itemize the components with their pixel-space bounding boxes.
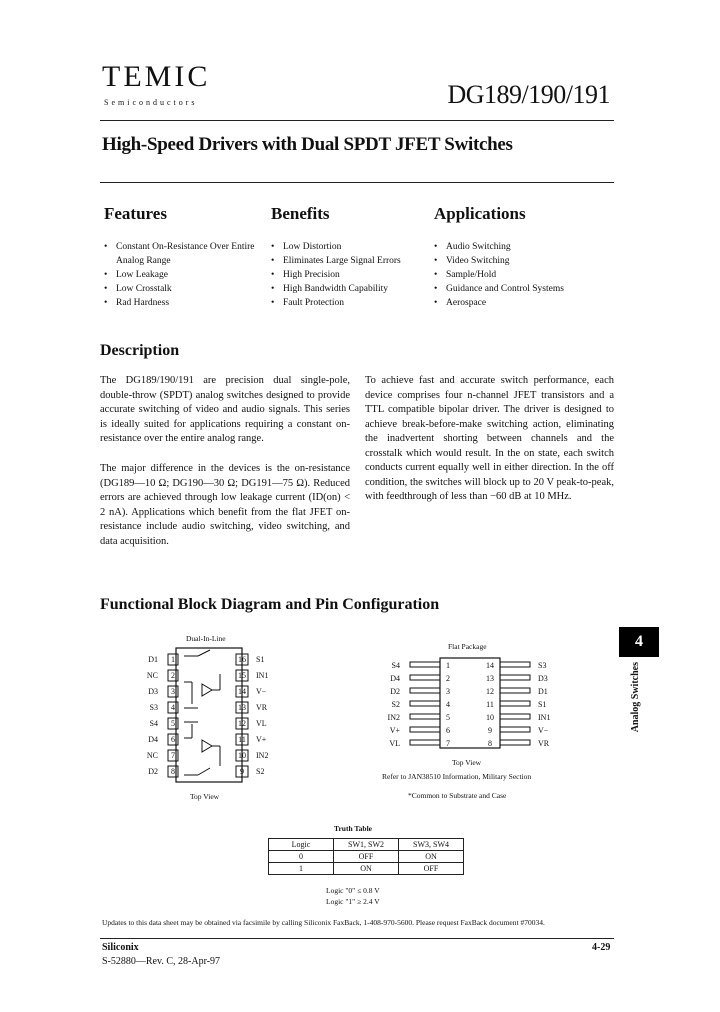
flat-pin-lead [500,701,530,706]
flat-pin-label: S2 [391,700,400,709]
flat-pin-number: 8 [488,739,492,748]
dip-pin-number: 12 [238,719,246,728]
truth-table [268,838,464,875]
flat-pin-number: 3 [446,687,450,696]
flat-pin-lead [410,675,440,680]
dip-pin-number: 3 [171,687,175,696]
applications-heading: Applications [434,204,526,223]
table-cell: OFF [334,851,399,863]
flat-pin-label: V− [538,726,549,735]
dip-pin-number: 15 [238,671,246,680]
table-cell: ON [334,863,399,875]
list-item: • High Precision [271,268,426,282]
description-paragraph-3: To achieve fast and accurate switch performance, each device comprises four n-channel JFET transistors and a TTL compatible bipolar driver. The driver is designed to achieve break-before-make switching action, eliminating the inadvertent shorting between channels and the crosstalk which would result. In the on state, each switch conducts current equally well in either direction. In the off condition, the switches will block up to 20 V peak-to-peak, with feedthrough of less than −60 dB at 10 MHz. [365,375,614,502]
flat-pin-number: 4 [446,700,450,709]
dip-pin-number: 5 [171,719,175,728]
flat-pin-label: S4 [391,661,400,670]
dip-pin-label: VR [256,703,268,712]
footer-doc-number: S-52880—Rev. C, 28-Apr-97 [102,956,221,967]
dip-pin-number: 8 [171,767,175,776]
company-logo: TEMIC [102,60,211,93]
dip-pin-number: 16 [238,655,246,664]
description-paragraph-2: The major difference in the devices is the on-resistance (DG189—10 Ω; DG190—30 Ω; DG191—75 Ω). Reduced errors are achieved through low leakage current (ID(on) < 2 nA). Applications which benefit from the flat JFET on-resistance include audio switching, video switching, and data acquisition. [100,463,350,547]
list-item: • Sample/Hold [434,268,614,282]
flat-pin-label: IN2 [387,713,400,722]
flat-pin-label: VL [389,739,400,748]
dip-diagram [140,644,280,790]
dip-pin-number: 9 [240,767,244,776]
dip-top-view: Top View [190,792,220,801]
flat-pin-number: 9 [488,726,492,735]
dip-pin-label: D1 [148,655,158,664]
dip-pin-label: NC [146,671,158,680]
list-item: • Eliminates Large Signal Errors [271,254,426,268]
flat-pin-label: D2 [390,687,400,696]
dip-label: Dual-In-Line [186,634,226,643]
list-item: • Fault Protection [271,296,426,310]
list-item: • Low Distortion [271,240,426,254]
list-item: • Low Leakage [104,268,264,282]
military-note: Refer to JAN38510 Information, Military Section [382,772,532,781]
logic-1-note: Logic "1" ≥ 2.4 V [326,897,380,906]
table-row [269,863,464,875]
benefits-list [271,240,426,310]
dip-pin-label: D2 [148,767,158,776]
flat-pin-lead [500,727,530,732]
applications-list [434,240,614,310]
list-item: • Constant On-Resistance Over Entire Analog Range [104,240,264,268]
features-list [104,240,264,310]
list-item: • Guidance and Control Systems [434,282,614,296]
dip-pin-label: VL [256,719,267,728]
flat-pin-label: V+ [389,726,400,735]
dip-pin-number: 6 [171,735,175,744]
flat-pin-label: S1 [538,700,547,709]
list-item: • Aerospace [434,296,614,310]
dip-pin-label: V+ [256,735,267,744]
dip-pin-number: 11 [238,735,246,744]
table-header: SW3, SW4 [399,839,464,851]
dip-pin-label: S4 [149,719,158,728]
flat-pin-lead [410,714,440,719]
benefits-heading: Benefits [271,204,330,223]
section-tab-label: Analog Switches [630,662,641,733]
flat-package-diagram [380,654,570,754]
page-number: 4-29 [592,942,611,953]
description-heading: Description [100,342,180,359]
flat-pin-lead [410,688,440,693]
dip-pin-label: V− [256,687,267,696]
diagram-heading: Functional Block Diagram and Pin Configuration [100,596,440,613]
list-item: • Rad Hardness [104,296,264,310]
footer-company: Siliconix [102,942,139,953]
dip-pin-number: 2 [171,671,175,680]
dip-pin-number: 1 [171,655,175,664]
table-header-row [269,839,464,851]
company-logo-subtitle: Semiconductors [104,98,198,107]
features-heading: Features [104,204,167,223]
table-cell: 1 [269,863,334,875]
table-header: Logic [269,839,334,851]
dip-pin-label: S1 [256,655,265,664]
faxback-note: Updates to this data sheet may be obtained via facsimile by calling Siliconix FaxBack, 1-408-970-5600. Please request FaxBack document #70034. [102,918,545,927]
flat-pin-label: IN1 [538,713,551,722]
table-header: SW1, SW2 [334,839,399,851]
flat-pin-number: 2 [446,674,450,683]
flat-pin-number: 5 [446,713,450,722]
list-item: • Video Switching [434,254,614,268]
dip-pin-label: S3 [149,703,158,712]
dip-pin-label: IN1 [256,671,269,680]
dip-pin-number: 4 [171,703,175,712]
flat-pin-lead [410,740,440,745]
flat-pin-number: 6 [446,726,450,735]
dip-pin-number: 10 [238,751,246,760]
flat-pin-number: 10 [486,713,494,722]
flat-pin-label: D4 [390,674,400,683]
flat-pin-number: 14 [486,661,494,670]
title-rule [100,182,614,183]
dip-pin-label: S2 [256,767,265,776]
footer-rule [100,938,614,939]
dip-pin-label: D3 [148,687,158,696]
flat-pin-label: VR [538,739,550,748]
description-paragraph-1: The DG189/190/191 are precision dual single-pole, double-throw (SPDT) analog switches designed to provide accurate switching of video and audio signals. This series is ideally suited for applications requiring a constant on-resistance over the entire analog range. [100,375,350,444]
flat-pin-lead [500,662,530,667]
list-item: • Audio Switching [434,240,614,254]
table-cell: 0 [269,851,334,863]
flat-pin-number: 7 [446,739,450,748]
truth-table-title: Truth Table [334,824,373,833]
flat-pin-number: 12 [486,687,494,696]
flat-pin-label: D3 [538,674,548,683]
flat-package-label: Flat Package [448,642,487,651]
table-row [269,851,464,863]
dip-pin-number: 14 [238,687,246,696]
dip-pin-label: NC [146,751,158,760]
page-title: High-Speed Drivers with Dual SPDT JFET Switches [102,134,513,155]
list-item: • Low Crosstalk [104,282,264,296]
flat-top-view: Top View [452,758,482,767]
part-number: DG189/190/191 [447,80,610,109]
flat-pin-lead [500,714,530,719]
dip-pin-number: 13 [238,703,246,712]
flat-pin-number: 1 [446,661,450,670]
dip-pin-label: D4 [148,735,158,744]
flat-pin-number: 13 [486,674,494,683]
list-item: • High Bandwidth Capability [271,282,426,296]
flat-pin-lead [410,701,440,706]
table-cell: ON [399,851,464,863]
dip-pin-number: 7 [171,751,175,760]
flat-pin-label: D1 [538,687,548,696]
substrate-note: *Common to Substrate and Case [408,791,507,800]
header-rule [100,120,614,121]
section-tab-number: 4 [619,627,659,657]
flat-pin-lead [500,688,530,693]
flat-pin-label: S3 [538,661,547,670]
dip-pin-label: IN2 [256,751,269,760]
flat-pin-number: 11 [486,700,494,709]
flat-pin-lead [500,675,530,680]
flat-pin-lead [410,727,440,732]
logic-0-note: Logic "0" ≤ 0.8 V [326,886,380,895]
table-cell: OFF [399,863,464,875]
flat-pin-lead [500,740,530,745]
flat-pin-lead [410,662,440,667]
